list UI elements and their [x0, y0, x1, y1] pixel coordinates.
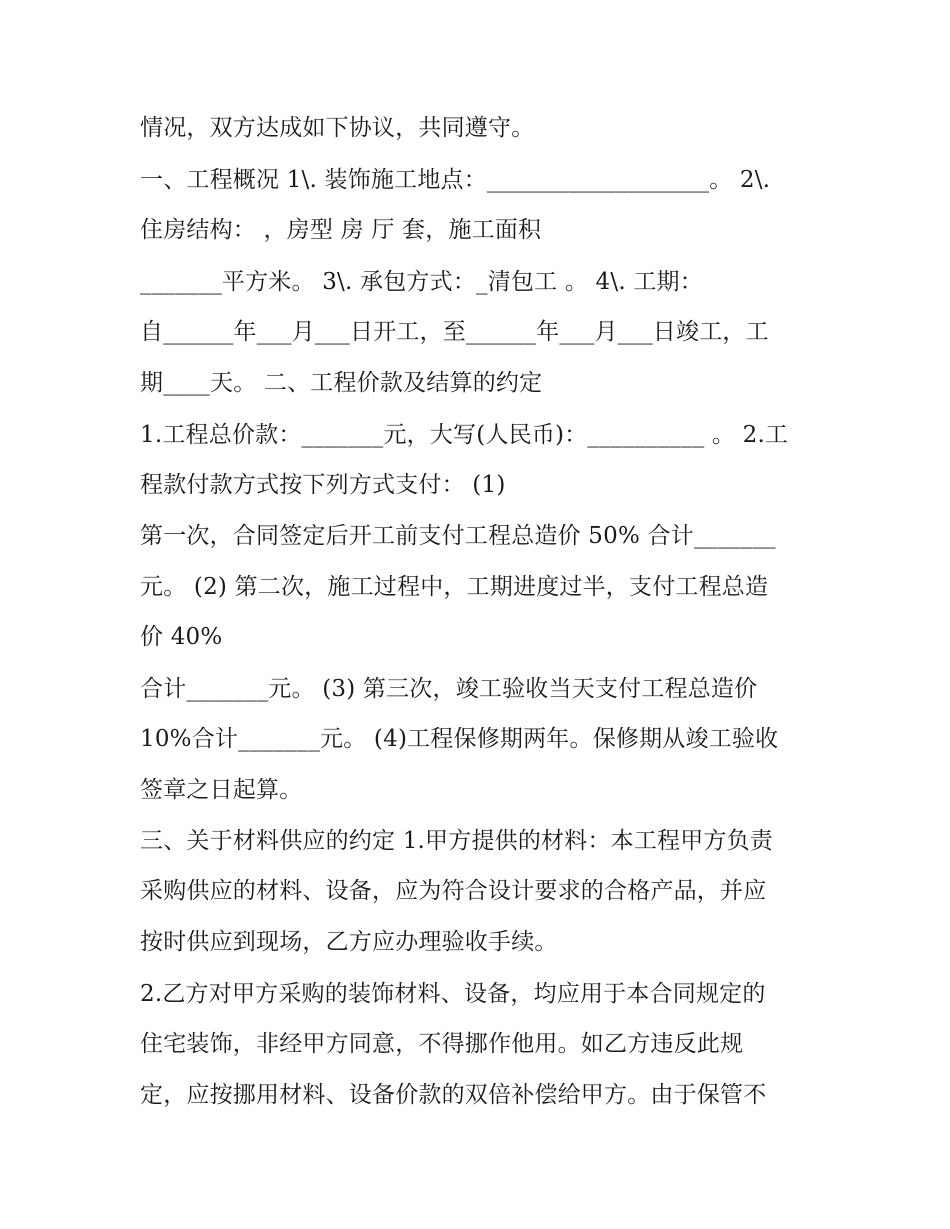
text-line: 情况，双方达成如下协议，共同遵守。: [140, 115, 535, 141]
text-line: 第一次，合同签定后开工前支付工程总造价 50% 合计_______: [140, 523, 776, 549]
text-line: 采购供应的材料、设备，应为符合设计要求的合格产品，并应: [140, 878, 767, 904]
text-line: 期____天。 二、工程价款及结算的约定: [140, 370, 543, 396]
text-line: 住房结构： ，房型 房 厅 套，施工面积: [140, 217, 542, 243]
text-line: 合计_______元。 (3) 第三次，竣工验收当天支付工程总造价: [140, 676, 758, 702]
text-line: 2.乙方对甲方采购的装饰材料、设备，均应用于本合同规定的: [140, 981, 766, 1007]
text-line: 程款付款方式按下列方式支付： (1): [140, 472, 506, 498]
text-line: 1.工程总价款：_______元，大写(人民币)：__________ 。 2.工: [140, 422, 789, 448]
text-line: 元。 (2) 第二次，施工过程中，工期进度过半，支付工程总造: [140, 574, 769, 600]
text-line: 自______年___月___日开工，至______年___月___日竣工，工: [140, 319, 769, 345]
text-line: 三、关于材料供应的约定 1.甲方提供的材料：本工程甲方负责: [140, 828, 774, 854]
text-line: 住宅装饰，非经甲方同意，不得挪作他用。如乙方违反此规: [140, 1031, 744, 1057]
text-line: 签章之日起算。: [140, 777, 303, 803]
text-line: 定，应按挪用材料、设备价款的双倍补偿给甲方。由于保管不: [140, 1082, 767, 1108]
text-line: 10%合计_______元。 (4)工程保修期两年。保修期从竣工验收: [140, 726, 779, 752]
text-line: 一、工程概况 1\. 装饰施工地点：___________________。 2\.: [140, 167, 771, 193]
text-line: 按时供应到现场，乙方应办理验收手续。: [140, 929, 558, 955]
text-line: _______平方米。 3\. 承包方式：_清包工 。 4\. 工期：: [140, 269, 703, 295]
text-line: 价 40%: [140, 624, 223, 650]
